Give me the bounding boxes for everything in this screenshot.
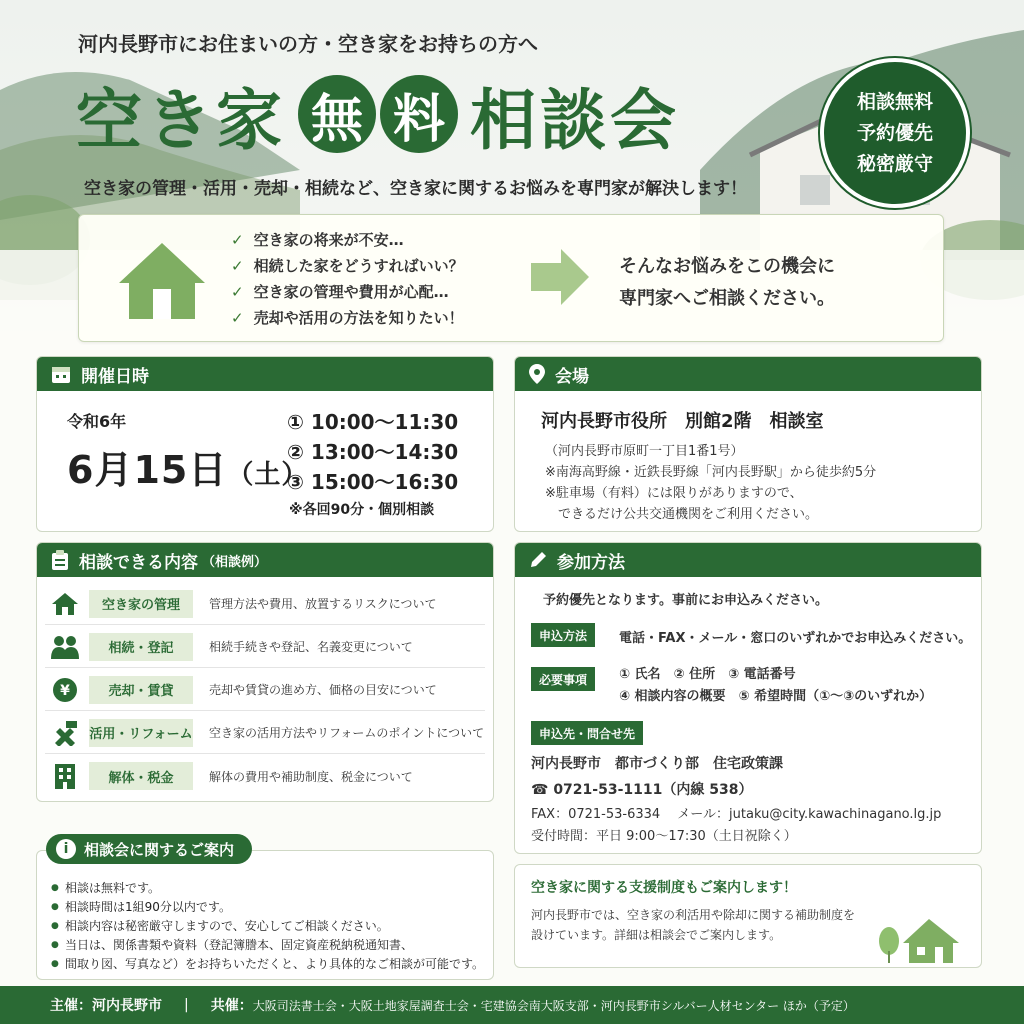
time-slot: ① 10:00～11:30 xyxy=(287,410,459,434)
yen-icon xyxy=(45,677,85,703)
footer-organizer: 主催：河内長野市 xyxy=(50,998,162,1014)
lead-text: 空き家の管理・活用・売却・相続など、空き家に関するお悩みを専門家が解決します！ xyxy=(84,179,747,199)
clipboard-icon xyxy=(51,550,69,570)
contents-card xyxy=(36,542,494,802)
consult-tag: 売却・賃貸 xyxy=(89,676,193,704)
consult-desc: 空き家の活用方法やリフォームのポイントについて xyxy=(209,726,485,740)
guide-list xyxy=(51,879,484,974)
consult-tag: 相続・登記 xyxy=(89,633,193,661)
title-circle-1: 無 xyxy=(298,75,376,153)
support-box xyxy=(514,864,982,968)
consult-row xyxy=(45,755,485,797)
house-tree-icon xyxy=(877,915,967,965)
people-icon xyxy=(45,635,85,659)
venue-card xyxy=(514,356,982,532)
slot-note: ※各回90分・個別相談 xyxy=(289,502,435,518)
check-icon: ✓ xyxy=(231,309,244,327)
contact-tag: 申込先・問合せ先 xyxy=(531,721,643,745)
consult-row xyxy=(45,669,485,711)
guide-item: ● 当日は、関係書類や資料（登記簿謄本、固定資産税納税通知書、 xyxy=(51,936,484,955)
badge-line-2: 予約優先 xyxy=(856,121,933,144)
contact-department: 河内長野市 都市づくり部 住宅政策課 xyxy=(531,756,783,772)
consult-desc: 解体の費用や補助制度、税金について xyxy=(209,769,413,784)
guide-item: ● 相談は無料です。 xyxy=(51,879,484,898)
consult-desc: 相続手続きや登記、名義変更について xyxy=(209,640,413,654)
footer-divider: | xyxy=(184,997,189,1013)
building-icon xyxy=(45,763,85,789)
event-year: 令和6年 xyxy=(67,412,127,431)
schedule-card xyxy=(36,356,494,532)
check-icon: ✓ xyxy=(231,257,244,275)
consult-row xyxy=(45,626,485,668)
contents-header: 相談できる内容 （相談例） xyxy=(37,543,493,577)
venue-header: 会場 xyxy=(515,357,981,391)
guide-item: ● 相談内容は秘密厳守しますので、安心してご相談ください。 xyxy=(51,917,484,936)
house-icon xyxy=(117,239,207,321)
footer-cosponsors: 共催：大阪司法書士会・大阪土地家屋調査士会・宅建協会南大阪支部・河内長野市シルバー人材センター ほか（予定） xyxy=(210,998,855,1014)
event-weekday: （土） xyxy=(227,460,309,490)
participation-header: 参加方法 xyxy=(515,543,981,577)
house-icon xyxy=(45,592,85,616)
badge-line-3: 秘密厳守 xyxy=(856,152,933,175)
title-free-circles xyxy=(296,75,460,153)
title-part-1: 空き家 xyxy=(76,81,286,159)
worry-item: ✓ 空き家の管理や費用が心配… xyxy=(231,279,464,305)
target-audience-text: 河内長野市にお住まいの方・空き家をお持ちの方へ xyxy=(78,32,538,56)
schedule-header: 開催日時 xyxy=(37,357,493,391)
worries-message: そんなお悩みをこの機会に 専門家へご相談ください。 xyxy=(619,256,835,309)
consult-tag: 解体・税金 xyxy=(89,762,193,790)
consult-row xyxy=(45,583,485,625)
guide-header: i 相談会に関するご案内 xyxy=(46,834,252,864)
time-slot: ③ 15:00～16:30 xyxy=(287,470,459,494)
guide-item: ● 相談時間は1組90分以内です。 xyxy=(51,898,484,917)
badge-line-1: 相談無料 xyxy=(856,90,933,113)
arrow-right-icon xyxy=(531,247,591,307)
contact-phone: ☎ 0721-53-1111（内線 538） xyxy=(531,782,753,798)
title-part-3: 相談会 xyxy=(470,81,680,159)
worry-item: ✓ 売却や活用の方法を知りたい！ xyxy=(231,305,464,331)
venue-name: 河内長野市役所 別館2階 相談室 xyxy=(541,411,824,432)
guide-item: ● 間取り図、写真など）をお持ちいただくと、より具体的なご相談が可能です。 xyxy=(51,955,484,974)
consult-row xyxy=(45,712,485,754)
tools-icon xyxy=(45,720,85,746)
requirements-line-1: ① 氏名 ② 住所 ③ 電話番号 xyxy=(619,667,796,682)
participation-card xyxy=(514,542,982,854)
page-title xyxy=(76,72,680,159)
feature-badge xyxy=(820,58,970,208)
time-slots xyxy=(287,407,458,497)
requirements-line-2: ④ 相談内容の概要 ⑤ 希望時間（①～③のいずれか） xyxy=(619,689,933,704)
worries-list xyxy=(231,227,464,331)
check-icon: ✓ xyxy=(231,231,244,249)
worry-item: ✓ 空き家の将来が不安… xyxy=(231,227,464,253)
pencil-icon xyxy=(529,551,547,569)
consult-desc: 売却や賃貸の進め方、価格の目安について xyxy=(209,683,437,697)
event-date: 6月15日（土） xyxy=(67,448,309,492)
requirements-tag: 必要事項 xyxy=(531,667,595,691)
location-pin-icon xyxy=(529,364,545,384)
support-heading: 空き家に関する支援制度もご案内します！ xyxy=(531,880,797,896)
apply-method-text: 電話・FAX・メール・窓口のいずれかでお申込みください。 xyxy=(619,631,972,646)
info-icon: i xyxy=(56,839,76,859)
svg-text:¥: ¥ xyxy=(60,682,70,699)
consult-tag: 空き家の管理 xyxy=(89,590,193,618)
participation-intro: 予約優先となります。事前にお申込みください。 xyxy=(543,593,828,608)
footer-bar xyxy=(0,986,1024,1024)
guide-box xyxy=(36,850,494,980)
time-slot: ② 13:00～14:30 xyxy=(287,440,459,464)
support-body: 河内長野市では、空き家の利活用や除却に関する補助制度を 設けています。詳細は相談会でご案内します。 xyxy=(531,908,856,942)
worries-box xyxy=(78,214,944,342)
title-circle-2: 料 xyxy=(380,75,458,153)
consult-desc: 管理方法や費用、放置するリスクについて xyxy=(209,597,437,611)
apply-method-tag: 申込方法 xyxy=(531,623,595,647)
check-icon: ✓ xyxy=(231,283,244,301)
consult-tag: 活用・リフォーム xyxy=(89,719,193,747)
contact-fax-mail: FAX：0721-53-6334 メール：jutaku@city.kawachinagano.lg.jp xyxy=(531,807,942,822)
venue-details: （河内長野市原町一丁目1番1号） ※南海高野線・近鉄長野線「河内長野駅」から徒歩約5分 ※駐車場（有料）には限りがありますので、 できるだけ公共交通機関をご利用ください。 xyxy=(545,444,877,522)
calendar-icon xyxy=(51,364,71,384)
worry-item: ✓ 相続した家をどうすればいい？ xyxy=(231,253,464,279)
contact-hours: 受付時間：平日 9:00～17:30（土日祝除く） xyxy=(531,829,797,844)
